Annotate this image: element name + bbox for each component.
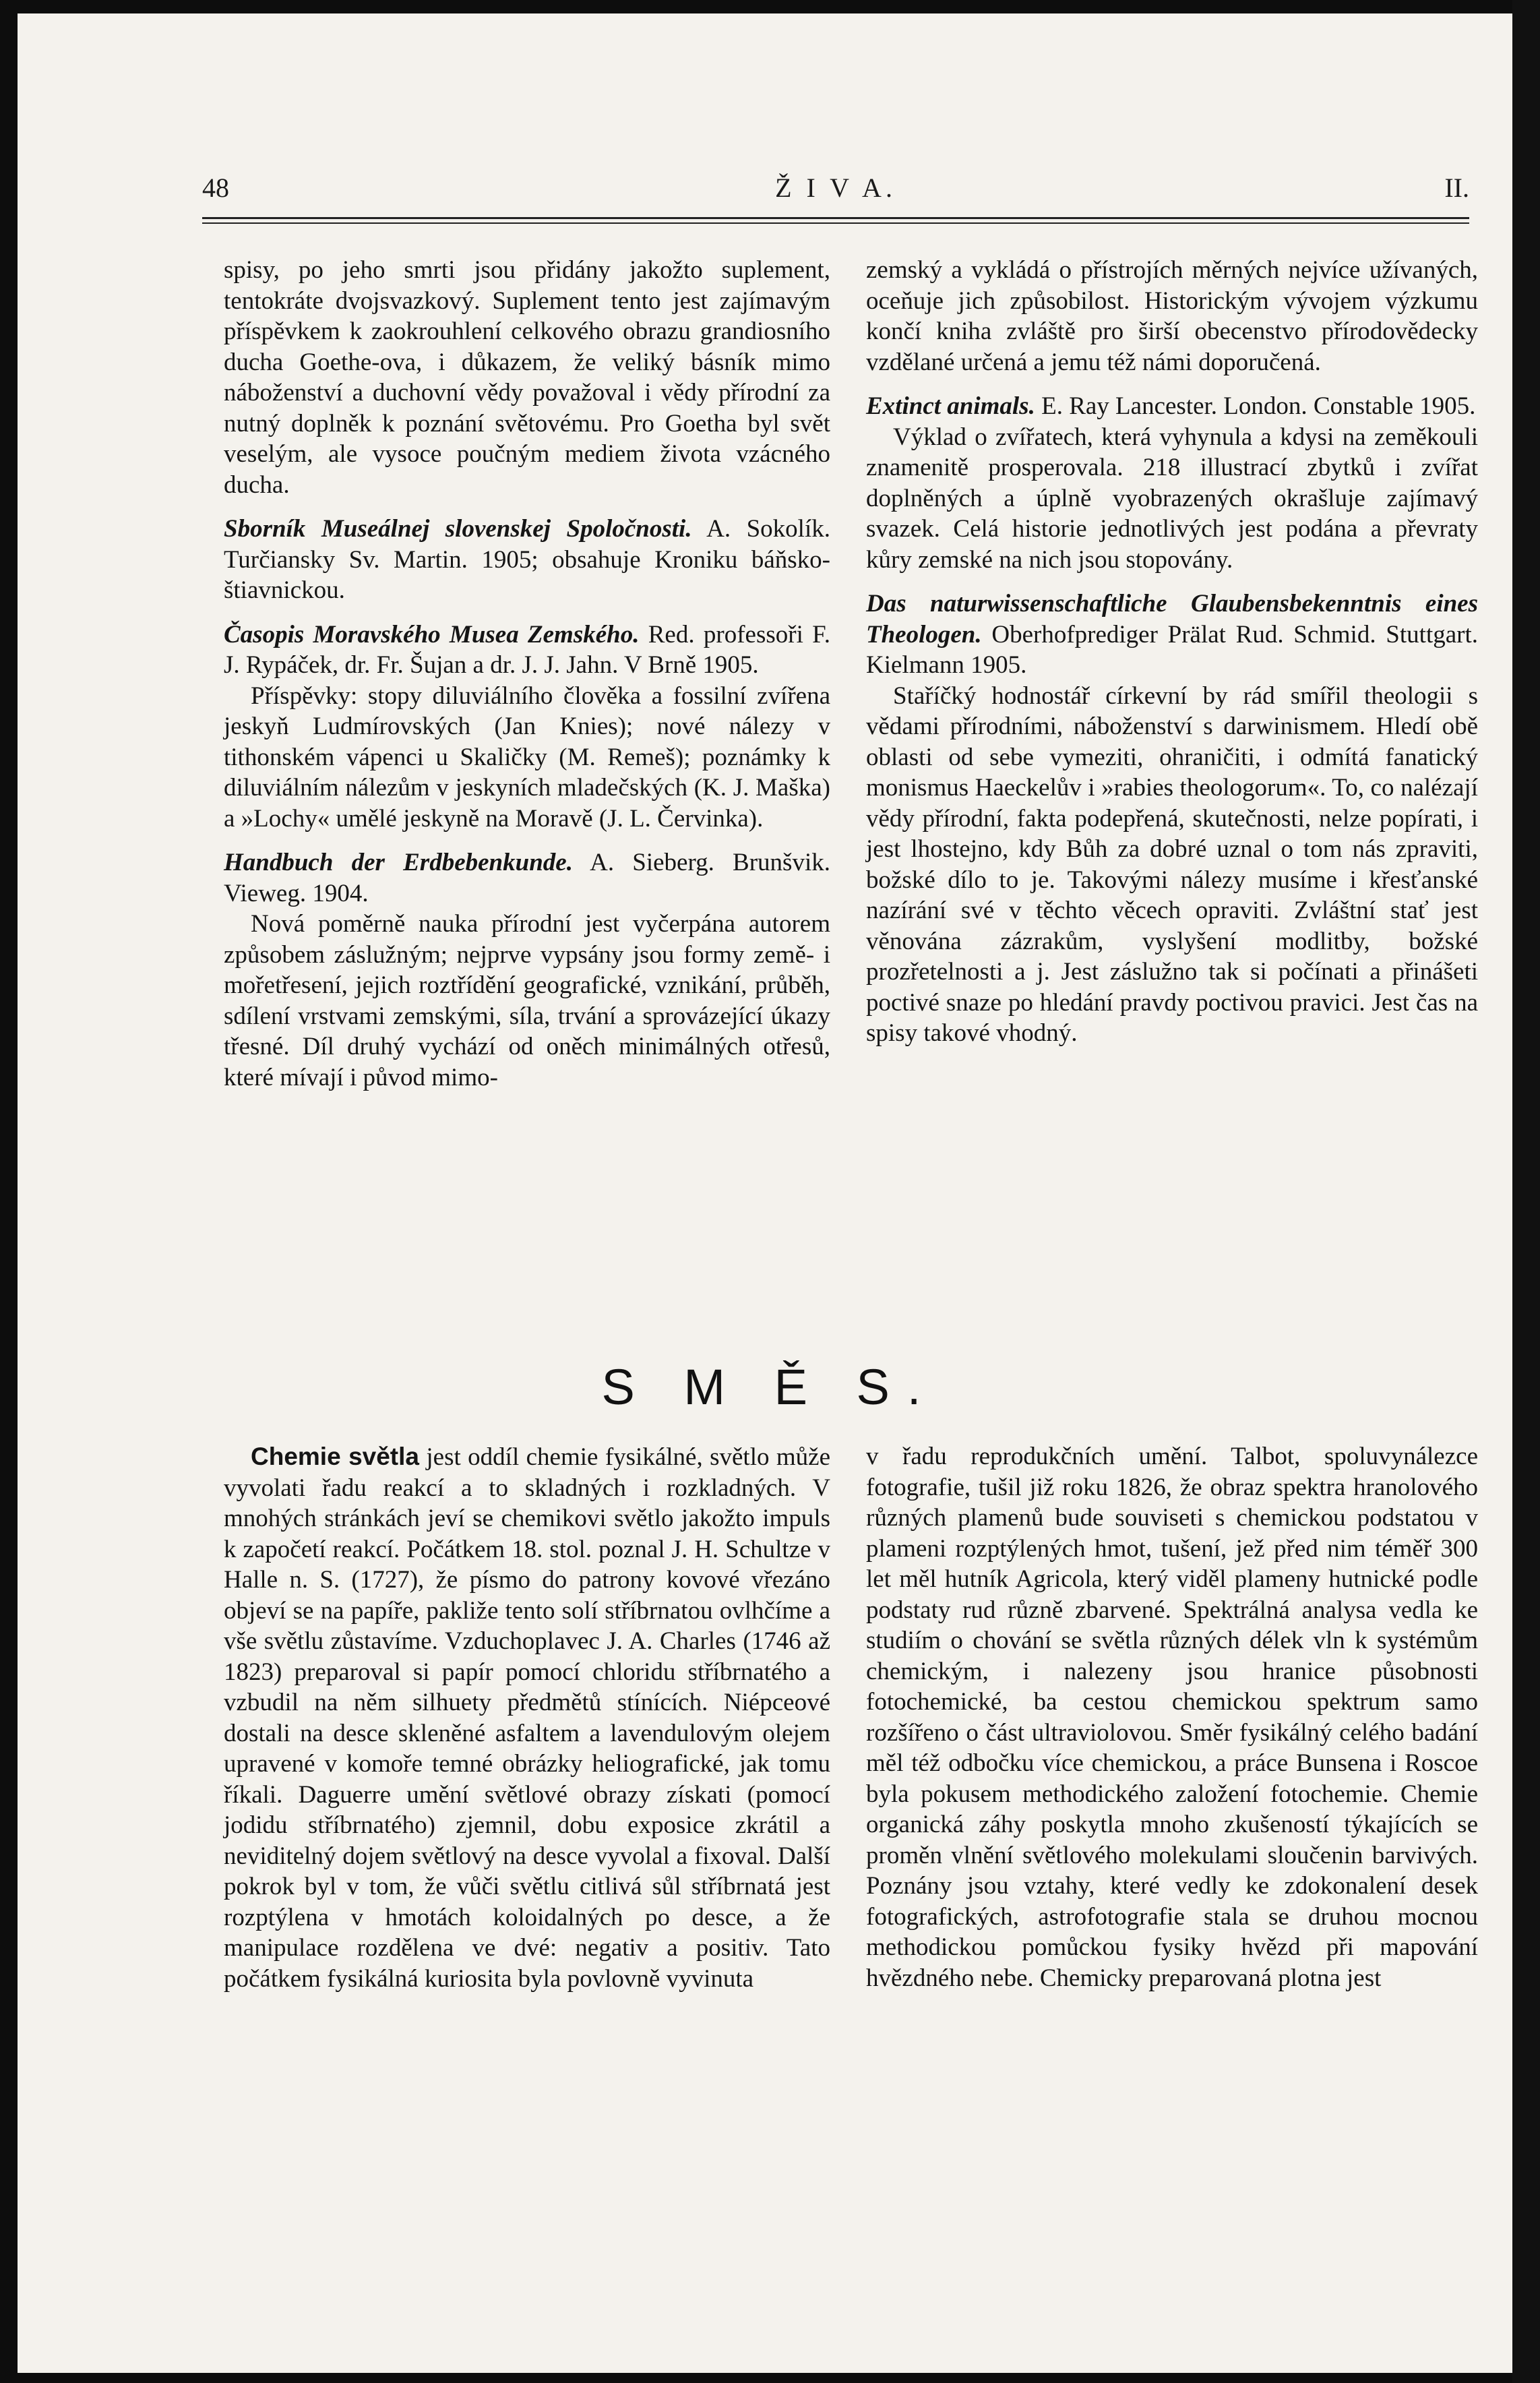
- book-title: Časopis Moravského Musea Zemského.: [224, 620, 640, 648]
- volume-number: II.: [1444, 173, 1469, 203]
- right-column-top: [866, 255, 1478, 1049]
- journal-title: Ž I V A.: [775, 173, 896, 203]
- paragraph: [224, 1441, 830, 1994]
- book-entry: [224, 847, 830, 909]
- book-title: Extinct animals.: [866, 392, 1035, 420]
- scan-edge: [1512, 0, 1540, 2383]
- left-column-top: [224, 255, 830, 1093]
- book-entry: [224, 620, 830, 681]
- paragraph: Výklad o zvířatech, která vyhynula a kdysi na zeměkouli znamenitě prosperovala. 218 illustrací zbytků i zvířat doplněných a úplně vyobrazených okrašluje zajímavý svazek. Celá historie jednotlivých jest podána a převraty kůry zemské na nich jsou stopovány.: [866, 423, 1478, 574]
- book-title: Das naturwissenschaftliche Glaubensbekenntnis eines Theologen.: [866, 590, 1478, 648]
- left-column-bottom: [224, 1441, 830, 1994]
- paragraph: v řadu reprodukčních umění. Talbot, spoluvynálezce fotografie, tušil již roku 1826, že obraz spektra hranolového různých plamenů bude souviseti s chemickou podstatou v plameni rozptýlených hmot, tušení, jež před nim téměř 300 let měl hutník Agricola, který viděl plameny hutnické podle podstaty rud různě zbarvené. Spektrálná analysa vedla ke studiím o chování se světla různých délek vln k systémům chemickým, i nalezeny jsou hranice působnosti fotochemické, ba cestou chemickou spektrum samo rozšířeno o část ultraviolovou. Směr fysikálný celého badání měl též odbočku více chemickou, a práce Bunsena i Roscoe byla pokusem methodického založení fotochemie. Chemie organická záhy poskytla mnoho zkušeností týkajících se proměn vlnění světlového molekulami sloučenin barvivých. Poznány jsou vztahy, které vedly ke zdokonalení desek fotografických, astrofotografie stala se druhou mocnou methodickou pomůckou fysiky hvězd při mapování hvězdného nebe. Chemicky preparovaná plotna jest: [866, 1443, 1478, 1992]
- book-entry: [224, 514, 830, 606]
- book-title: Sborník Museálnej slovenskej Spoločnosti.: [224, 515, 692, 543]
- book-details: A. Sieberg. Brunšvik. Vieweg. 1904.: [224, 849, 830, 907]
- book-entry: [866, 589, 1478, 681]
- section-title: S M Ě S.: [601, 1359, 939, 1415]
- paragraph: Nová poměrně nauka přírodní jest vyčerpána autorem způsobem záslužným; nejprve vypsány jsou formy země- i mořetřesení, jejich roztřídění geografické, vznikání, průběh, sdílení vrstvami zemskými, síla, trvání a sprovázející úkazy třesné. Díl druhý vychází od oněch minimálných otřesů, které mívají i původ mimo-: [224, 910, 830, 1091]
- header-rule-thin: [202, 222, 1469, 224]
- book-details: Oberhofprediger Prälat Rud. Schmid. Stuttgart. Kielmann 1905.: [866, 620, 1478, 679]
- page-number: 48: [202, 173, 229, 203]
- paragraph: Příspěvky: stopy diluviálního člověka a fossilní zvířena jeskyň Ludmírovských (Jan Knies); nové nálezy v tithonském vápenci u Skaličky (M. Remeš); poznámky k diluviálním nálezům v jeskyních mladečských (K. J. Maška) a »Lochy« umělé jeskyně na Moravě (J. L. Červinka).: [224, 682, 830, 833]
- book-entry: [866, 391, 1478, 422]
- header-rule: [202, 217, 1469, 219]
- article-text: jest oddíl chemie fysikálné, světlo může vyvolati řadu reakcí a to skladných i rozkladných. V mnohých stránkách jeví se chemikovi světlo jakožto impuls k započetí reakcí. Počátkem 18. stol. poznal J. H. Schultze v Halle n. S. (1727), že písmo do patrony kovové vřezáno objeví se na papíře, pakliže tento solí stříbrnatou ovlhčíme a vše světlu zůstavíme. Vzduchoplavec J. A. Charles (1746 až 1823) preparoval si papír pomocí chloridu stříbrnatého a vzbudil na něm silhuety předmětů stínících. Niépceové dostali na desce skleněné asfaltem a lavendulovým olejem upravené v komoře temné obrázky heliografické, jak tomu říkali. Daguerre umění světlové obrazy získati (pomocí jodidu stříbrnatého) zjemnil, dobu exposice zkrátil a neviditelný dojem světlový na desce vyvolal a fixoval. Další pokrok byl v tom, že vůči světlu citlivá sůl stříbrnatá jest rozptýlena v hmotách koloidalných po desce, a že manipulace rozdělena ve dvé: negativ a positiv. Tato počátkem fysikálná kuriosita byla povlovně vyvinuta: [224, 1443, 830, 1993]
- book-details: E. Ray Lancester. London. Constable 1905.: [1041, 392, 1476, 420]
- book-details: A. Sokolík. Turčiansky Sv. Martin. 1905; obsahuje Kroniku báňsko-štiavnickou.: [224, 515, 830, 604]
- paragraph: zemský a vykládá o přístrojích měrných nejvíce užívaných, oceňuje jich způsobilost. Historickým vývojem výzkumu končí kniha zvláště pro širší obecenstvo přírodovědecky vzdělané určená a jemu též námi doporučená.: [866, 256, 1478, 376]
- paragraph: Staříčký hodnostář církevní by rád smířil theologii s vědami přírodními, náboženství s darwinismem. Hledí obě oblasti od sebe vymeziti, ohraničiti, i odmítá fanatický monismus Haeckelův i »rabies theologorum«. To, co nalézají vědy přírodní, fakta podepřená, skutečnosti, nelze popírati, i jest lhostejno, kdy Bůh za dobré uznal o tom nás zpraviti, božské dílo to je. Takovými nálezy musíme i křesťanské nazírání své v těchto věcech opraviti. Zvláštní stať jest věnována zázrakům, vyslyšení modlitby, božské prozřetelnosti a j. Jest záslužno tak si počínati a přinášeti poctivé snaze po hledání pravdy poctivou pravici. Jest čas na spisy takové vhodný.: [866, 682, 1478, 1047]
- running-header: [202, 172, 1469, 212]
- book-details: Red. professoři F. J. Rypáček, dr. Fr. Šujan a dr. J. J. Jahn. V Brně 1905.: [224, 620, 830, 679]
- right-column-bottom: [866, 1441, 1478, 1993]
- paragraph: spisy, po jeho smrti jsou přidány jakožto suplement, tentokráte dvojsvazkový. Suplement tento jest zajímavým příspěvkem k zaokrouhlení celkového obrazu grandiosního ducha Goethe-ova, i důkazem, že veliký básník mimo náboženství a duchovní vědy považoval i vědy přírodní za nutný doplněk k poznání světovému. Pro Goetha byl svět veselým, ale vysoce poučným mediem života vzácného ducha.: [224, 256, 830, 499]
- book-title: Handbuch der Erdbebenkunde.: [224, 849, 573, 876]
- article-lead: Chemie světla: [251, 1443, 419, 1470]
